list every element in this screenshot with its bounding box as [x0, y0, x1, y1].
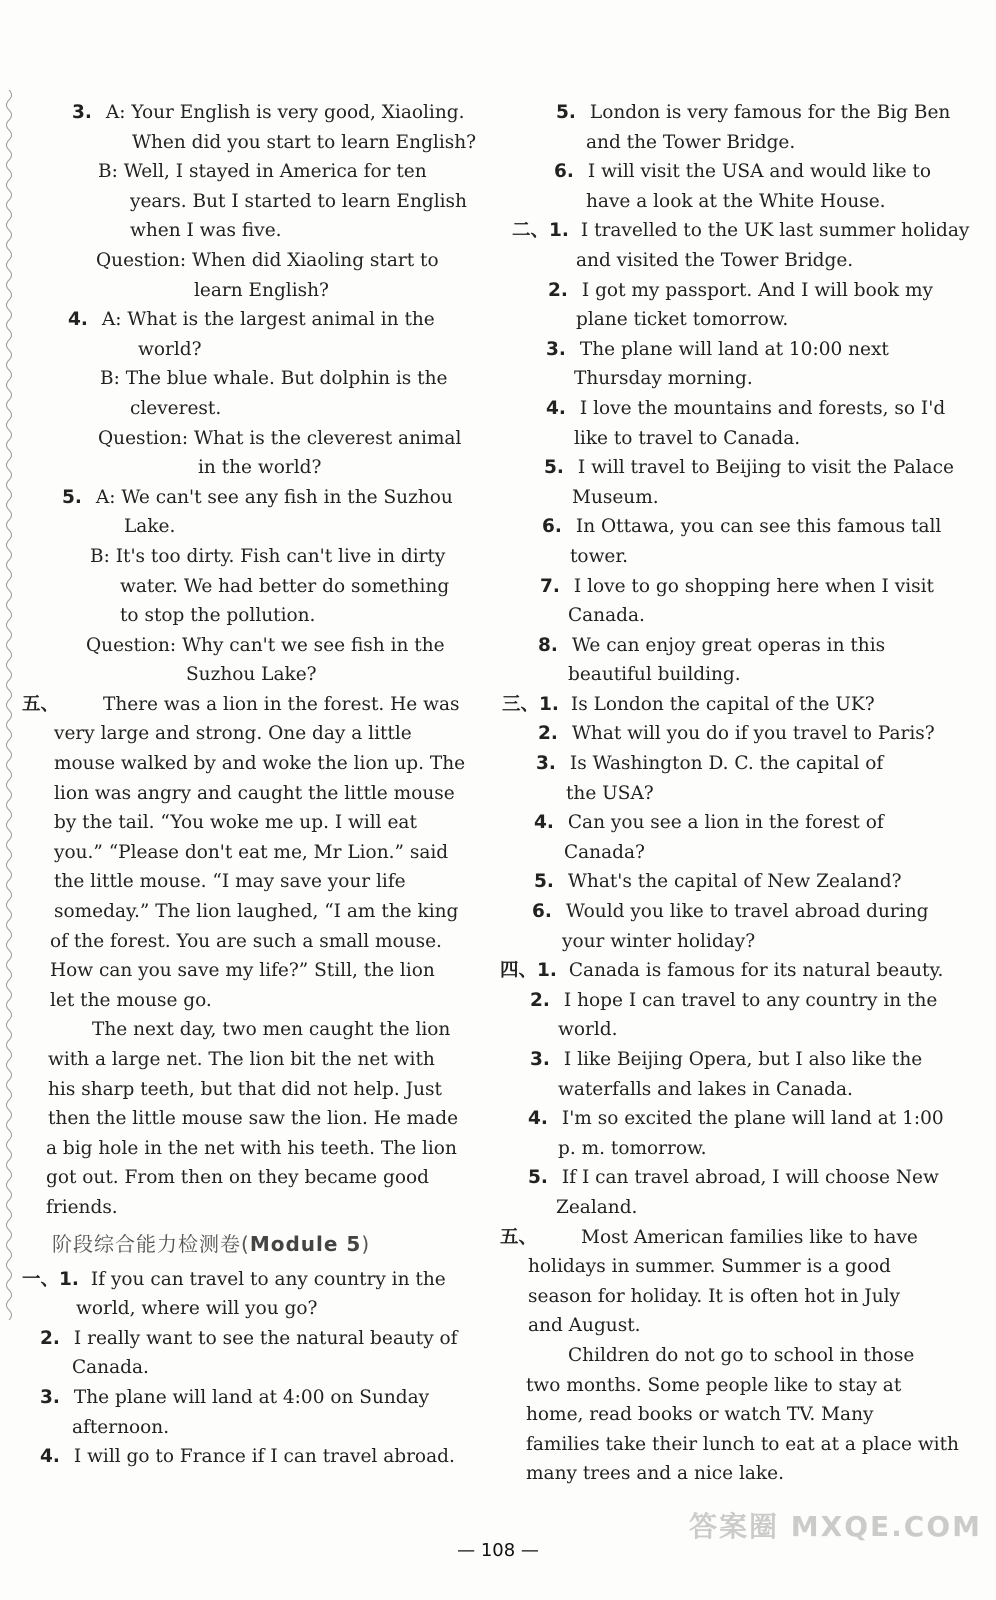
answer-text: I hope I can travel to any country in the	[563, 989, 938, 1011]
right-line-21	[500, 719, 970, 749]
answer-text: I'm so excited the plane will land at 1:00	[561, 1108, 944, 1130]
watermark-logo: 答案圈 MXQE.COM	[689, 1510, 982, 1543]
item-number: 3.	[546, 338, 566, 360]
answer-text: I will go to France if I can travel abroad.	[73, 1446, 455, 1468]
left-line-3: years. But I started to learn English	[130, 190, 467, 212]
right-line-23: the USA?	[566, 782, 654, 804]
item-number: 3.	[536, 753, 556, 775]
right-line-37: Zealand.	[556, 1196, 638, 1218]
item-number: 3.	[530, 1049, 550, 1070]
left-line-18: Question: Why can't we see fish in the	[86, 634, 445, 656]
section-label: 三、1.	[502, 693, 559, 715]
right-line-24	[500, 808, 970, 838]
right-line-31: world.	[558, 1019, 618, 1041]
left-line-39	[22, 1265, 477, 1295]
right-line-39: holidays in summer. Summer is a good	[528, 1256, 891, 1278]
item-number: 4.	[68, 309, 88, 331]
section-label: 一、1.	[22, 1268, 79, 1290]
section-label: 四、1.	[500, 960, 557, 982]
right-line-42: Children do not go to school in those	[568, 1344, 915, 1366]
item-number: 6.	[554, 161, 574, 183]
left-line-36: got out. From then on they became good	[46, 1167, 429, 1189]
answer-text: A: Your English is very good, Xiaoling.	[105, 102, 465, 123]
left-line-40: world, where will you go?	[76, 1298, 318, 1320]
answer-text: Canada is famous for its natural beauty.	[568, 960, 944, 982]
right-line-15: tower.	[570, 545, 629, 567]
right-line-28: your winter holiday?	[562, 930, 756, 952]
item-number: 4.	[534, 812, 554, 834]
left-line-20	[22, 690, 477, 720]
section-heading-module-5	[22, 1223, 477, 1265]
answer-text: What's the capital of New Zealand?	[567, 871, 902, 893]
right-line-32	[500, 1045, 970, 1075]
item-number: 5.	[528, 1167, 548, 1189]
answer-text: What will you do if you travel to Paris?	[571, 723, 935, 745]
item-number: 2.	[538, 723, 558, 745]
left-line-11: Question: What is the cleverest animal	[98, 427, 462, 449]
left-line-0	[22, 98, 477, 128]
left-line-7	[22, 305, 477, 335]
right-line-5: and visited the Tower Bridge.	[576, 249, 854, 271]
answer-text: If I can travel abroad, I will choose New	[561, 1167, 939, 1189]
left-line-31: The next day, two men caught the lion	[92, 1019, 451, 1041]
right-line-19: beautiful building.	[568, 664, 741, 686]
right-line-7: plane ticket tomorrow.	[576, 309, 789, 331]
answer-text: Would you like to travel abroad during	[565, 901, 929, 923]
answer-text: I love the mountains and forests, so I'd	[579, 397, 946, 419]
right-line-6	[500, 276, 970, 306]
answer-text: I will visit the USA and would like to	[587, 161, 931, 183]
item-number: 5.	[556, 102, 576, 123]
left-line-32: with a large net. The lion bit the net with	[48, 1049, 435, 1070]
answer-text: Most American families like to have	[581, 1226, 918, 1248]
left-line-44: afternoon.	[72, 1416, 170, 1438]
right-line-13: Museum.	[572, 486, 659, 508]
left-line-9: B: The blue whale. But dolphin is the	[100, 368, 448, 390]
left-line-34: then the little mouse saw the lion. He made	[48, 1108, 459, 1130]
right-line-45: families take their lunch to eat at a place with	[526, 1433, 959, 1455]
item-number: 5.	[534, 871, 554, 893]
answer-text: London is very famous for the Big Ben	[589, 102, 951, 123]
right-line-36	[500, 1163, 970, 1193]
right-line-34	[500, 1104, 970, 1134]
right-column	[500, 98, 970, 1489]
right-line-20	[500, 690, 970, 720]
item-number: 3.	[40, 1386, 60, 1408]
section-label: 五、	[500, 1226, 538, 1248]
right-line-38	[500, 1223, 970, 1253]
right-line-14	[500, 512, 970, 542]
right-line-11: like to travel to Canada.	[574, 427, 801, 449]
item-number: 3.	[72, 102, 92, 123]
left-line-22: mouse walked by and woke the lion up. The	[54, 753, 466, 775]
item-number: 5.	[544, 457, 564, 479]
answer-text: I got my passport. And I will book my	[581, 279, 933, 301]
left-line-13	[22, 483, 477, 513]
right-line-8	[500, 335, 970, 365]
left-line-5: Question: When did Xiaoling start to	[96, 249, 439, 271]
right-line-3: have a look at the White House.	[586, 190, 886, 212]
section-label: 五、	[22, 693, 60, 715]
left-line-30: let the mouse go.	[50, 989, 212, 1011]
right-line-43: two months. Some people like to stay at	[526, 1374, 902, 1396]
right-line-1: and the Tower Bridge.	[586, 131, 796, 153]
heading-module: Module 5	[249, 1231, 362, 1256]
answer-text: Is London the capital of the UK?	[570, 693, 875, 715]
right-line-10	[500, 394, 970, 424]
left-line-16: water. We had better do something	[120, 575, 450, 597]
left-line-1: When did you start to learn English?	[132, 131, 477, 153]
left-line-37: friends.	[46, 1196, 118, 1218]
left-line-17: to stop the pollution.	[120, 605, 316, 627]
right-line-33: waterfalls and lakes in Canada.	[558, 1078, 853, 1100]
right-line-41: and August.	[528, 1315, 641, 1337]
left-line-33: his sharp teeth, but that did not help. Just	[48, 1078, 442, 1100]
left-line-42: Canada.	[72, 1357, 149, 1379]
item-number: 2.	[530, 989, 550, 1011]
answer-text: I love to go shopping here when I visit	[573, 575, 934, 597]
left-line-6: learn English?	[194, 279, 329, 301]
answer-text: If you can travel to any country in the	[90, 1268, 446, 1290]
right-line-29	[500, 956, 970, 986]
right-line-44: home, read books or watch TV. Many	[526, 1404, 874, 1426]
answer-text: A: What is the largest animal in the	[101, 309, 435, 331]
answer-text: Is Washington D. C. the capital of	[569, 753, 884, 775]
answer-text: The plane will land at 10:00 next	[579, 338, 889, 360]
item-number: 7.	[540, 575, 560, 597]
left-line-15: B: It's too dirty. Fish can't live in dirty	[90, 545, 446, 567]
answer-text: I like Beijing Opera, but I also like the	[563, 1049, 923, 1070]
answer-text: A: We can't see any fish in the Suzhou	[95, 486, 453, 508]
right-line-18	[500, 631, 970, 661]
right-line-0	[500, 98, 970, 128]
item-number: 6.	[532, 901, 552, 923]
answer-text: I really want to see the natural beauty of	[73, 1327, 458, 1349]
answer-text: The plane will land at 4:00 on Sunday	[73, 1386, 430, 1408]
left-line-28: of the forest. You are such a small mouse.	[50, 930, 442, 952]
item-number: 2.	[548, 279, 568, 301]
left-line-27: someday.” The lion laughed, “I am the king	[54, 901, 459, 923]
left-line-14: Lake.	[124, 516, 176, 538]
item-number: 4.	[40, 1446, 60, 1468]
answer-text: Can you see a lion in the forest of	[567, 812, 884, 834]
left-column	[22, 98, 477, 1472]
right-line-4	[500, 216, 970, 246]
left-line-21: very large and strong. One day a little	[54, 723, 412, 745]
item-number: 4.	[528, 1108, 548, 1130]
left-line-45	[22, 1442, 477, 1472]
left-line-43	[22, 1383, 477, 1413]
right-line-35: p. m. tomorrow.	[558, 1137, 707, 1159]
left-line-8: world?	[138, 338, 202, 360]
answer-text: I will travel to Beijing to visit the Palace	[577, 457, 954, 479]
right-line-17: Canada.	[568, 605, 645, 627]
heading-text: 阶段综合能力检测卷(	[52, 1231, 250, 1256]
right-line-12	[500, 453, 970, 483]
left-line-19: Suzhou Lake?	[186, 664, 317, 686]
item-number: 8.	[538, 634, 558, 656]
right-line-30	[500, 986, 970, 1016]
answer-text: We can enjoy great operas in this	[571, 634, 886, 656]
left-line-26: the little mouse. “I may save your life	[54, 871, 406, 893]
section-label: 二、1.	[512, 220, 569, 242]
left-line-41	[22, 1324, 477, 1354]
right-line-22	[500, 749, 970, 779]
right-line-16	[500, 572, 970, 602]
left-line-2: B: Well, I stayed in America for ten	[98, 161, 427, 183]
right-line-27	[500, 897, 970, 927]
page-number: — 108 —	[457, 1540, 539, 1561]
right-line-25: Canada?	[564, 841, 645, 863]
right-line-46: many trees and a nice lake.	[526, 1463, 784, 1485]
item-number: 6.	[542, 516, 562, 538]
left-line-29: How can you save my life?” Still, the lion	[50, 960, 435, 982]
left-line-24: by the tail. “You woke me up. I will eat	[54, 812, 417, 834]
left-line-35: a big hole in the net with his teeth. The lion	[46, 1137, 457, 1159]
left-line-10: cleverest.	[130, 397, 222, 419]
item-number: 2.	[40, 1327, 60, 1349]
right-line-40: season for holiday. It is often hot in July	[528, 1285, 900, 1307]
left-line-12: in the world?	[198, 457, 322, 479]
right-line-2	[500, 157, 970, 187]
left-line-25: you.” “Please don't eat me, Mr Lion.” said	[54, 841, 449, 863]
answer-text: I travelled to the UK last summer holiday	[580, 220, 970, 242]
answer-text: There was a lion in the forest. He was	[103, 693, 460, 715]
left-line-23: lion was angry and caught the little mouse	[54, 782, 455, 804]
heading-close: )	[361, 1231, 371, 1256]
right-line-26	[500, 867, 970, 897]
item-number: 5.	[62, 486, 82, 508]
item-number: 4.	[546, 397, 566, 419]
binding-edge-decoration	[2, 90, 16, 1320]
right-line-9: Thursday morning.	[574, 368, 753, 390]
left-line-4: when I was five.	[130, 220, 282, 242]
answer-text: In Ottawa, you can see this famous tall	[575, 516, 942, 538]
